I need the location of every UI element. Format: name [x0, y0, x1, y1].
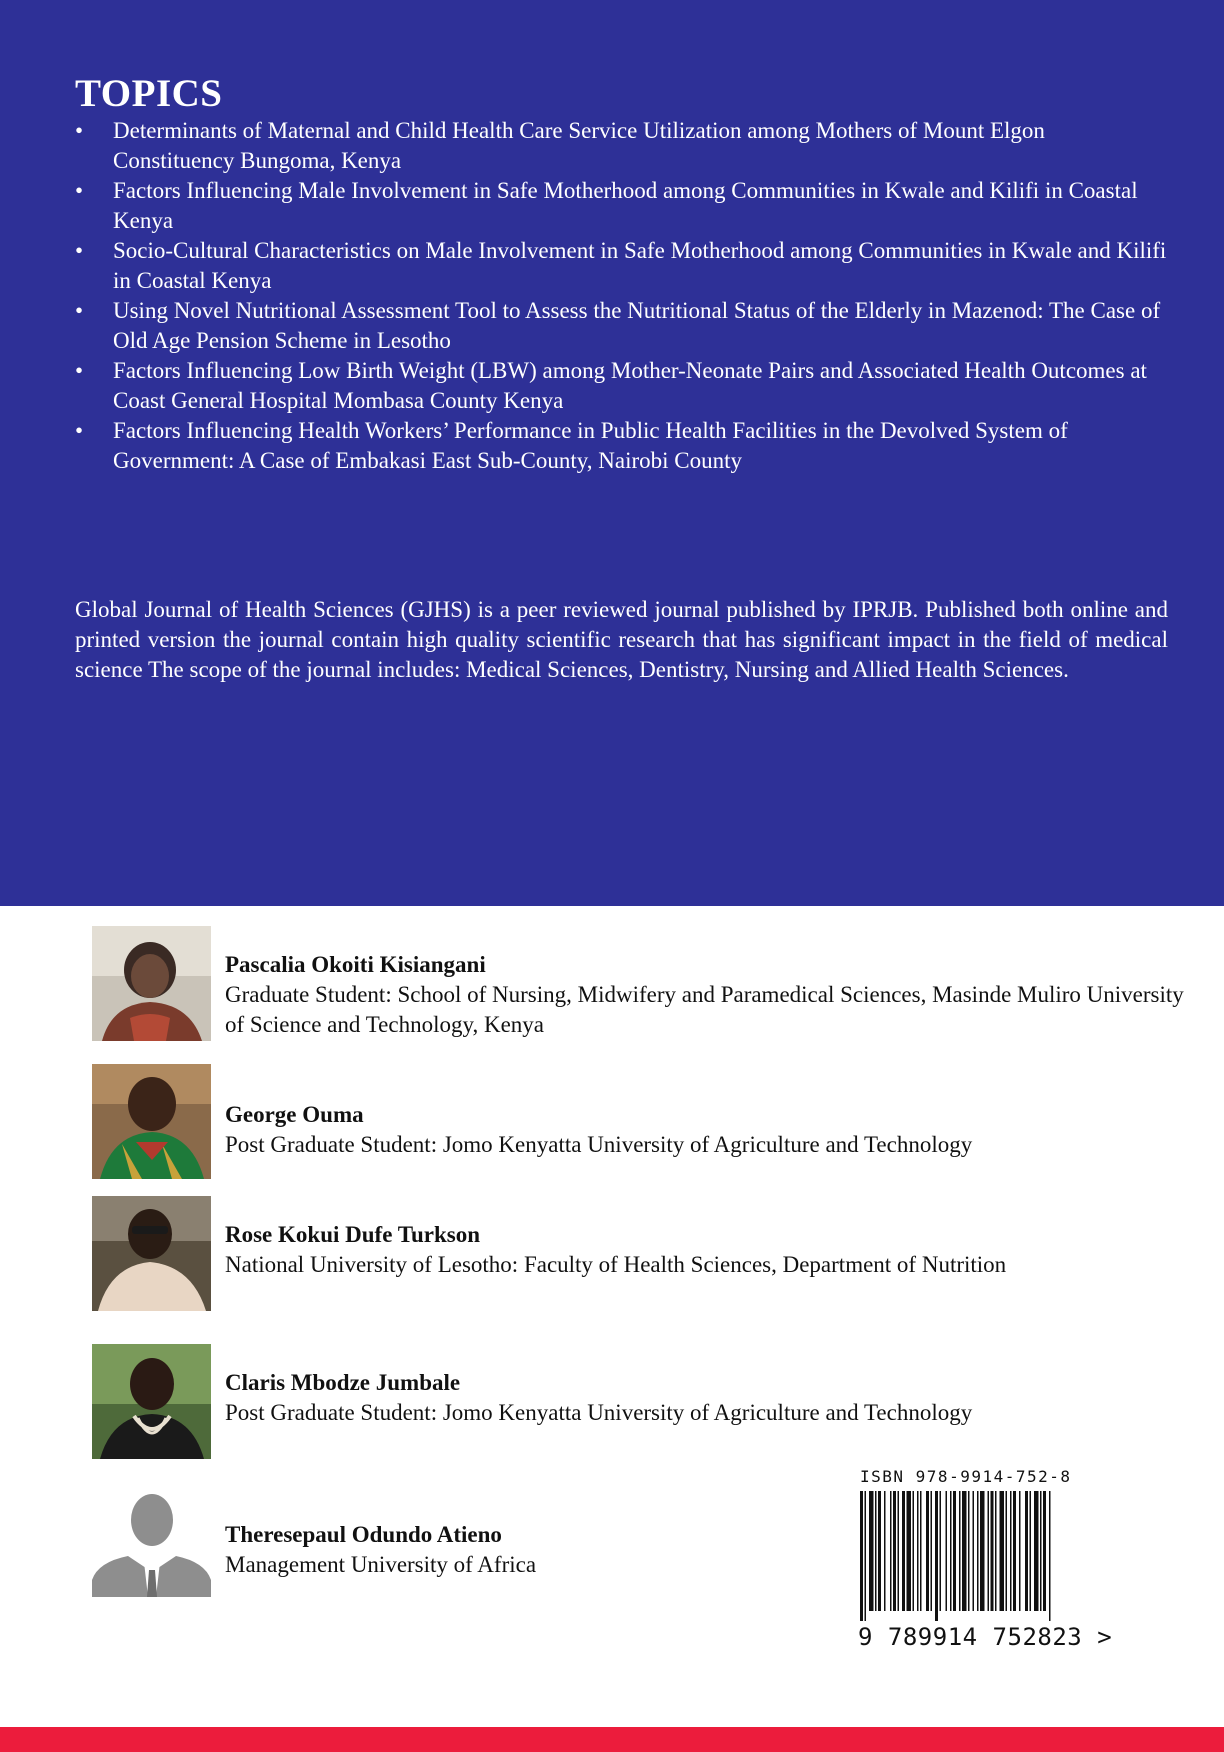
barcode-bar: [935, 1491, 938, 1621]
barcode-bar: [1030, 1491, 1032, 1611]
author-photo: [92, 926, 211, 1041]
author-affiliation: Graduate Student: School of Nursing, Midwifery and Paramedical Sciences, Masinde Muliro University of Science and Technology, Kenya: [225, 982, 1184, 1037]
barcode-bar: [953, 1491, 956, 1611]
author-name: Pascalia Okoiti Kisiangani: [225, 952, 486, 977]
barcode-bar: [931, 1491, 933, 1611]
barcode-bar: [913, 1491, 915, 1611]
author-name: George Ouma: [225, 1102, 364, 1127]
barcode-bar: [1013, 1491, 1016, 1611]
topic-item: • Socio-Cultural Characteristics on Male Involvement in Safe Motherhood among Communities in Kwale and Kilifi in Coastal Kenya: [75, 236, 1170, 296]
isbn-barcode: [858, 1491, 1078, 1621]
author-affiliation: Post Graduate Student: Jomo Kenyatta University of Agriculture and Technology: [225, 1132, 973, 1157]
barcode-bar: [962, 1491, 967, 1611]
author-affiliation: Management University of Africa: [225, 1552, 537, 1577]
author-entry: [92, 926, 1202, 1042]
topic-item: • Determinants of Maternal and Child Health Care Service Utilization among Mothers of Mount Elgon Constituency Bungoma, Kenya: [75, 116, 1170, 176]
author-name: Theresepaul Odundo Atieno: [225, 1522, 502, 1547]
author-affiliation: National University of Lesotho: Faculty of Health Sciences, Department of Nutrition: [225, 1252, 1007, 1277]
barcode-bar: [875, 1491, 877, 1611]
barcode-bar: [991, 1491, 994, 1611]
barcode-bar: [865, 1491, 867, 1621]
author-entry: [92, 1064, 1202, 1180]
author-photo: [92, 1344, 211, 1459]
barcode-bar: [946, 1491, 948, 1611]
topics-list: [75, 116, 1170, 476]
barcode-bar: [973, 1491, 975, 1611]
avatar-placeholder-icon: [92, 1482, 211, 1597]
barcode-bar: [1043, 1491, 1046, 1611]
barcode-bar: [995, 1491, 997, 1611]
author-photo: [92, 1064, 211, 1179]
topic-item: • Factors Influencing Low Birth Weight (LBW) among Mother-Neonate Pairs and Associated Health Outcomes at Coast General Hospital Mombasa County Kenya: [75, 356, 1170, 416]
barcode-bar: [890, 1491, 892, 1611]
bottom-color-strip: [0, 1727, 1224, 1752]
topic-item: • Factors Influencing Health Workers’ Performance in Public Health Facilities in the Devolved System of Government: A Case of Embakasi East Sub-County, Nairobi County: [75, 416, 1170, 476]
barcode-bar: [1040, 1491, 1042, 1611]
barcode-bar: [920, 1491, 922, 1611]
journal-description: Global Journal of Health Sciences (GJHS) is a peer reviewed journal published by IPRJB. Published both online and printed version the journal contain high quality scientific research that has significant impact in the field of medical science The scope of the journal includes: Medical Sciences, Dentistry, Nursing and Allied Health Sciences.: [75, 597, 1168, 682]
author-name: Claris Mbodze Jumbale: [225, 1370, 461, 1395]
topic-item: • Using Novel Nutritional Assessment Tool to Assess the Nutritional Status of the Elderly in Mazenod: The Case of Old Age Pension Scheme in Lesotho: [75, 296, 1170, 356]
barcode-bar: [940, 1491, 942, 1611]
topic-item: • Factors Influencing Male Involvement in Safe Motherhood among Communities in Kwale and Kilifi in Coastal Kenya: [75, 176, 1170, 236]
barcode-bar: [1034, 1491, 1039, 1611]
barcode-bar: [860, 1491, 863, 1621]
isbn-barcode-digits: 9 789914 752823 >: [858, 1623, 1113, 1651]
barcode-bar: [1049, 1491, 1051, 1621]
barcode-bar: [950, 1491, 952, 1611]
barcode-bar: [977, 1491, 979, 1611]
barcode-bar: [907, 1491, 912, 1611]
isbn-label: ISBN 978-9914-752-8: [860, 1467, 1072, 1486]
topics-heading: TOPICS: [75, 72, 223, 115]
barcode-bar: [968, 1491, 970, 1611]
barcode-bar: [902, 1491, 905, 1611]
author-entry: [92, 1196, 1202, 1312]
author-affiliation: Post Graduate Student: Jomo Kenyatta University of Agriculture and Technology: [225, 1400, 973, 1425]
barcode-bar: [898, 1491, 900, 1611]
barcode-bar: [980, 1491, 985, 1611]
barcode-bar: [878, 1491, 881, 1611]
barcode-bar: [988, 1491, 990, 1611]
barcode-bar: [1000, 1491, 1005, 1611]
barcode-bar: [1025, 1491, 1028, 1611]
barcode-bar: [1019, 1491, 1021, 1611]
author-name: Rose Kokui Dufe Turkson: [225, 1222, 480, 1247]
author-photo: [92, 1196, 211, 1311]
barcode-bar: [884, 1491, 886, 1611]
barcode-bar: [917, 1491, 919, 1611]
barcode-bar: [893, 1491, 896, 1611]
barcode-bar: [869, 1491, 874, 1611]
barcode-bar: [1010, 1491, 1012, 1611]
author-entry: [92, 1344, 1202, 1460]
barcode-bar: [1006, 1491, 1008, 1611]
barcode-bar: [926, 1491, 929, 1611]
barcode-bar: [959, 1491, 961, 1611]
